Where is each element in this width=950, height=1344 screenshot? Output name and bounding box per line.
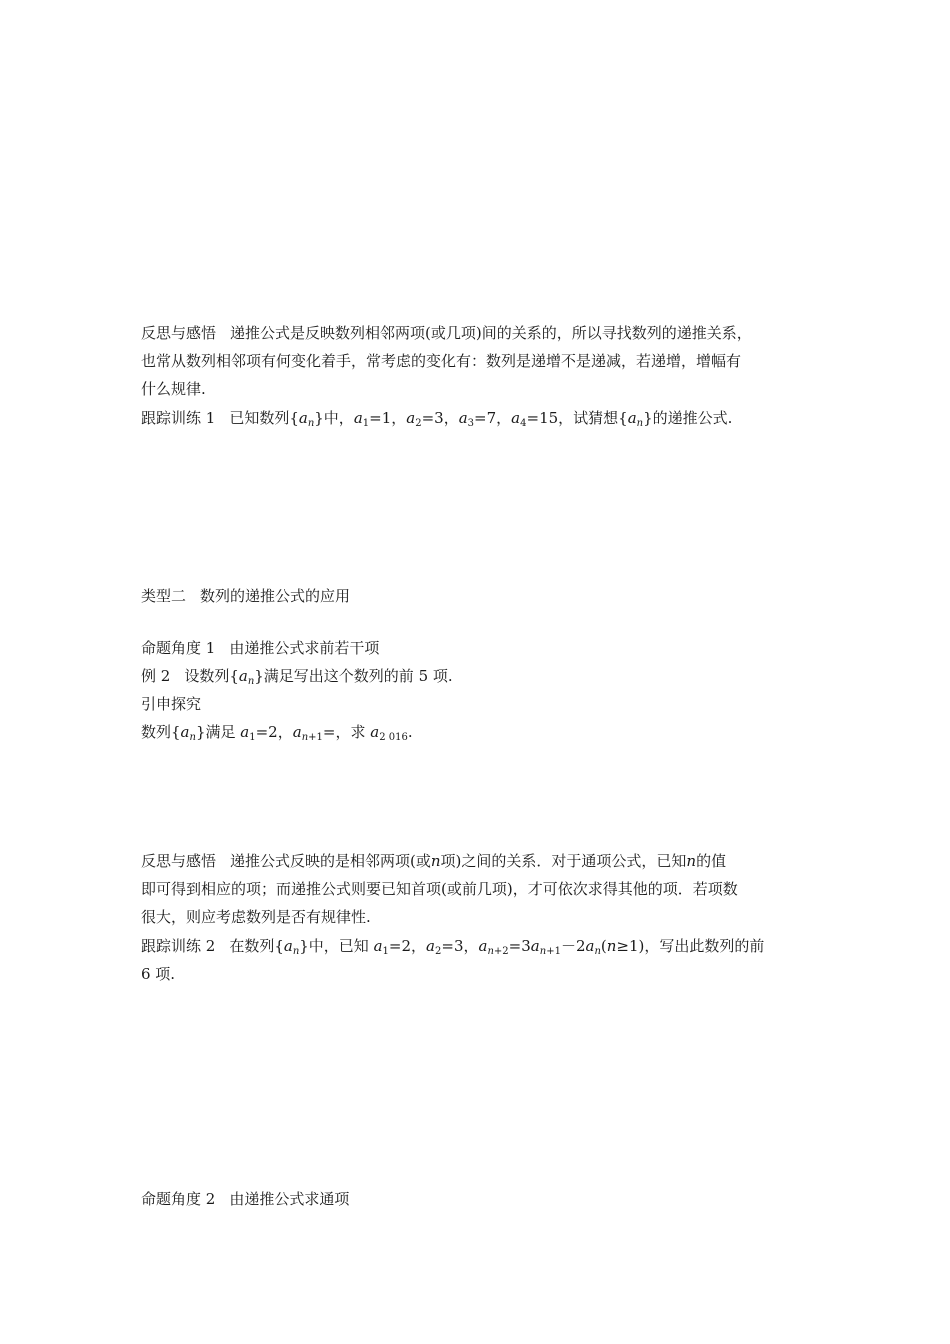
angle-1 xyxy=(141,637,379,659)
reflection-1-line-3: 什么规律. xyxy=(141,380,206,398)
example-2-label: 例 2 xyxy=(141,667,171,685)
reflection-2-line-3: 很大，则应考虑数列是否有规律性. xyxy=(141,908,371,926)
section-type-2-title: 数列的递推公式的应用 xyxy=(200,587,351,605)
reflection-1-line-2: 也常从数列相邻项有何变化着手，常考虑的变化有：数列是递增不是递减，若递增，增幅有 xyxy=(141,352,742,370)
exercise-2-line-1: 跟踪训练 2 在数列$\{a_n\}$中，已知 $a_1=2$，$a_2=3$，$a_{n+2}=3a_{n+1}-2a_n(n\ge 1)$，写出此数列的前 xyxy=(141,937,765,957)
exercise-1: 跟踪训练 1 已知数列$\{a_n\}$中，$a_1=1$，$a_2=3$，$a_3=7$，$a_4=15$，试猜想$\{a_n\}$的递推公式. xyxy=(141,409,733,429)
exercise-2-label: 跟踪训练 2 xyxy=(141,937,216,955)
reflection-2-heading: 反思与感悟 xyxy=(141,852,217,870)
angle-1-title: 由递推公式求前若干项 xyxy=(229,639,380,657)
angle-2-label: 命题角度 2 xyxy=(141,1190,216,1208)
angle-2-title: 由递推公式求通项 xyxy=(229,1190,350,1208)
reflection-1-line-1: 反思与感悟 递推公式是反映数列相邻两项(或几项)间的关系的，所以寻找数列的递推关系， xyxy=(141,324,752,342)
example-2: 例 2 设数列$\{a_n\}$满足写出这个数列的前 5 项. xyxy=(141,667,453,687)
exercise-2-line-2: 6 项. xyxy=(141,965,176,983)
reflection-2-line-1: 反思与感悟 递推公式反映的是相邻两项(或n项)之间的关系．对于通项公式，已知n的值 xyxy=(141,852,727,870)
reflection-1-heading: 反思与感悟 xyxy=(141,324,217,342)
extension-text: 数列$\{a_n\}$满足 $a_1=2$，$a_{n+1}=$，求 $a_{2 016}$. xyxy=(141,723,413,743)
exercise-1-label: 跟踪训练 1 xyxy=(141,409,216,427)
section-type-2-label: 类型二 xyxy=(141,587,187,605)
section-type-2 xyxy=(141,585,350,607)
reflection-2-line-2: 即可得到相应的项；而递推公式则要已知首项(或前几项)，才可依次求得其他的项．若项数 xyxy=(141,880,738,898)
angle-2 xyxy=(141,1188,349,1210)
angle-1-label: 命题角度 1 xyxy=(141,639,216,657)
extension-heading: 引申探究 xyxy=(141,695,202,713)
